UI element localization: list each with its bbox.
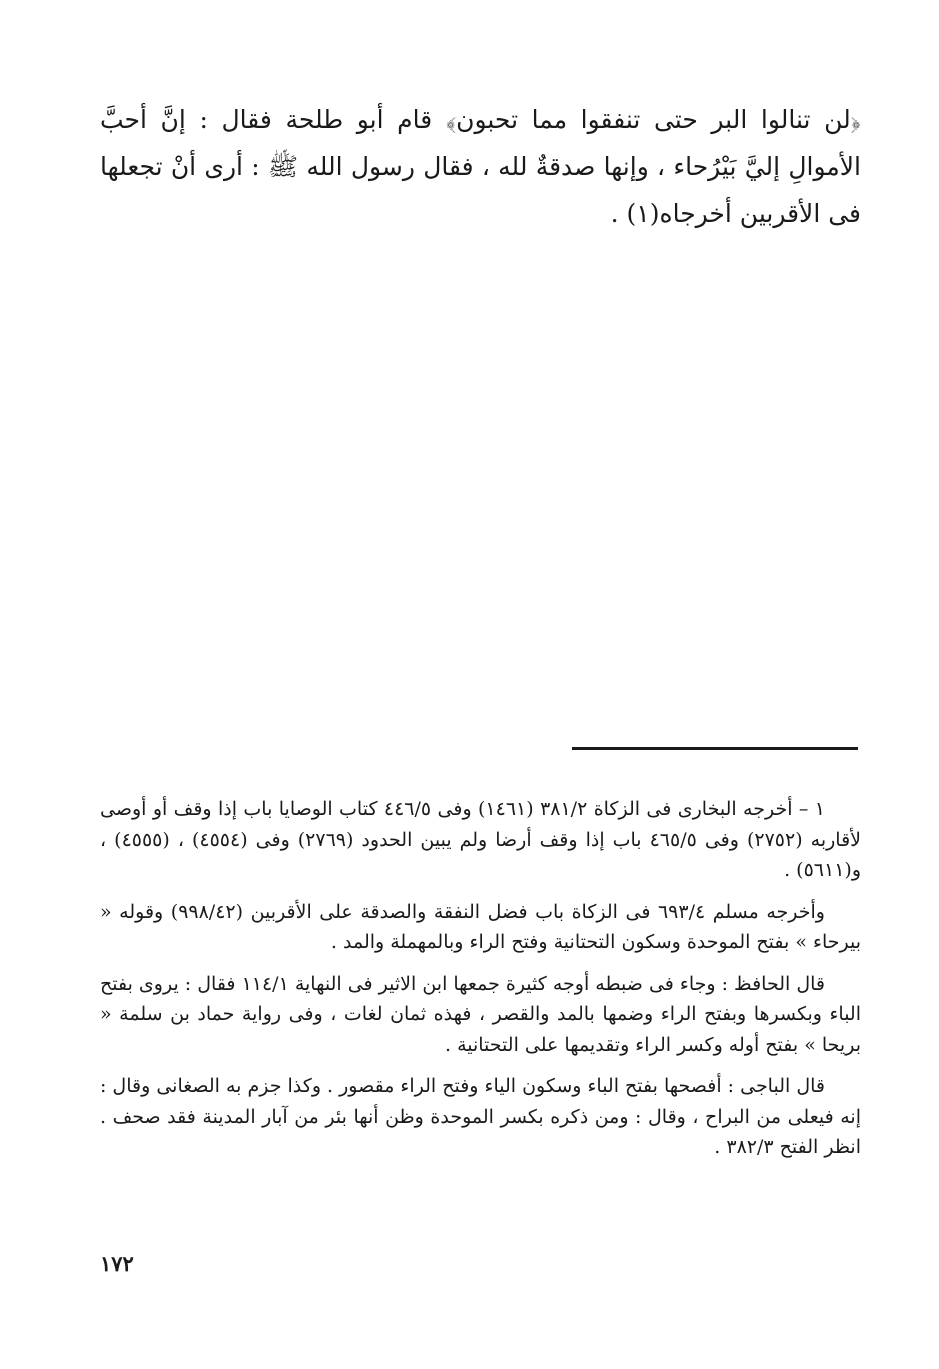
footnote-paragraph-4: قال الباجى : أفصحها بفتح الباء وسكون الياء وفتح الراء مقصور . وكذا جزم به الصغانى وقال : إنه فيعلى من البراح ، وقال : ومن ذكره بكسر الموحدة وظن أنها بئر من آبار المدينة فقد صحف . انظر الفتح ٣٨٢/٣ . — [99, 1075, 861, 1158]
main-text-block — [100, 96, 861, 237]
footnote-paragraph-3: قال الحافظ : وجاء فى ضبطه أوجه كثيرة جمعها ابن الاثير فى النهاية ١١٤/١ فقال : يروى بفتح الباء وبكسرها وبفتح الراء وضمها بالمد والقصر ، فهذه ثمان لغات ، وفى رواية حماد بن سلمة « بريحا » بفتح أوله وكسر الراء وتقديمها على التحتانية . — [99, 972, 861, 1056]
main-paragraph: ﴿لن تنالوا البر حتى تنفقوا مما تحبون﴾ قام أبو طلحة فقال : إنَّ أحبَّ الأموالِ إليَّ بَيْرُحاء ، وإنها صدقةٌ لله ، فقال رسول الله ﷺ : أرى أنْ تجعلها فى الأقربين أخرجاه(١) . — [100, 105, 861, 228]
footnote-paragraph-1: ١ – أخرجه البخارى فى الزكاة ٣٨١/٢ (١٤٦١) وفى ٤٤٦/٥ كتاب الوصايا باب إذا وقف أو أوصى لأقاربه (٢٧٥٢) وفى ٤٦٥/٥ باب إذا وقف أرضا ولم يبين الحدود (٢٧٦٩) وفى (٤٥٥٤) ، (٤٥٥٥) ، و(٥٦١١) . — [100, 798, 861, 881]
footnote-paragraph-2: وأخرجه مسلم ٦٩٣/٤ فى الزكاة باب فضل النفقة والصدقة على الأقربين (٩٩٨/٤٢) وقوله « بيرحاء » بفتح الموحدة وسكون التحتانية وفتح الراء وبالمهملة والمد . — [100, 900, 861, 953]
footnotes-block — [100, 794, 861, 1174]
page-number: ١٧٢ — [100, 1251, 134, 1276]
footnote-separator — [572, 747, 858, 750]
